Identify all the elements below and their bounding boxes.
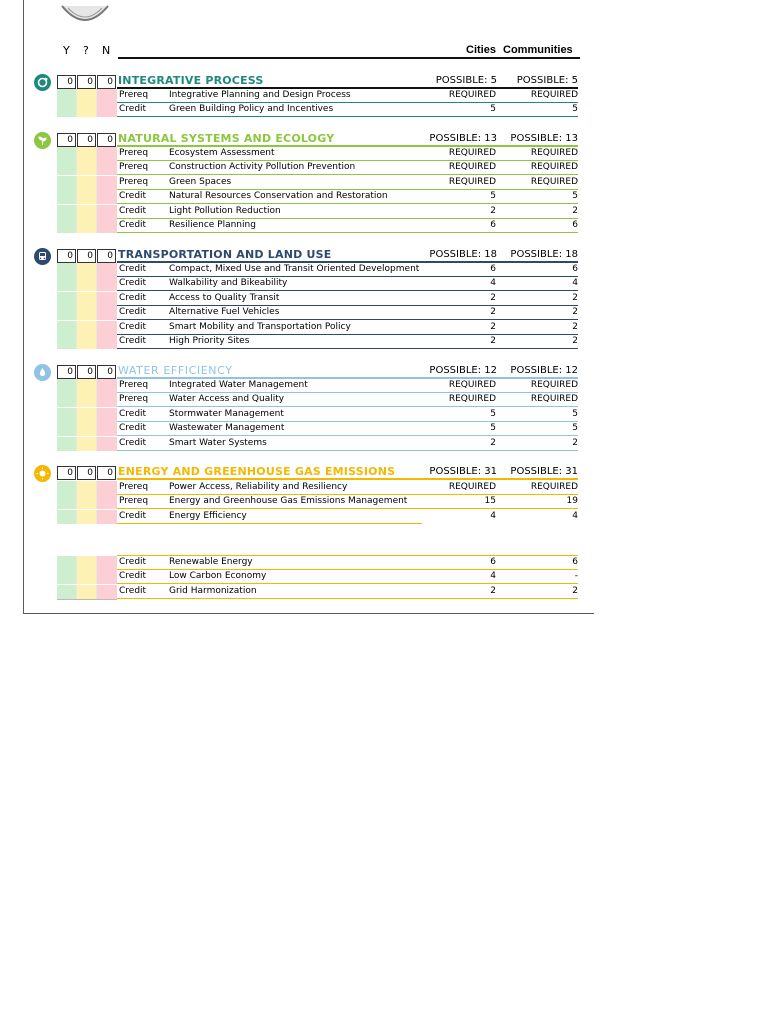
row-name: Resilience Planning [169, 220, 256, 230]
maybe-cell[interactable] [77, 481, 97, 495]
possible-communities: POSSIBLE: 12 [510, 365, 578, 376]
yes-cell[interactable] [57, 292, 77, 306]
credit-row [0, 147, 600, 161]
row-divider [117, 116, 578, 117]
row-type: Credit [119, 437, 147, 448]
cities-points: REQUIRED [448, 148, 496, 158]
bottom-border-line [23, 613, 594, 614]
yes-cell[interactable] [57, 306, 77, 320]
credit-row [0, 422, 600, 436]
row-name: High Priority Sites [169, 336, 250, 346]
maybe-cell[interactable] [77, 422, 97, 436]
maybe-cell[interactable] [77, 379, 97, 393]
communities-points: 6 [572, 220, 578, 230]
maybe-cell[interactable] [77, 277, 97, 291]
maybe-total: 0 [77, 365, 96, 379]
yes-cell[interactable] [57, 556, 77, 570]
header-divider [118, 57, 580, 59]
no-cell[interactable] [97, 379, 117, 393]
possible-cities: POSSIBLE: 12 [429, 365, 497, 376]
maybe-cell[interactable] [77, 306, 97, 320]
communities-points: 2 [572, 321, 578, 332]
yes-cell[interactable] [57, 481, 77, 495]
cities-points: 5 [490, 423, 496, 434]
maybe-total: 0 [77, 133, 96, 147]
row-type: Credit [119, 292, 147, 303]
credit-row [0, 408, 600, 422]
yes-total: 0 [57, 466, 76, 480]
energy-sun-icon [34, 465, 51, 482]
maybe-cell[interactable] [77, 437, 97, 451]
credit-row [0, 585, 600, 599]
maybe-total: 0 [77, 466, 96, 480]
no-cell[interactable] [97, 147, 117, 161]
credit-row [0, 263, 600, 277]
row-type: Credit [119, 336, 147, 346]
row-name: Alternative Fuel Vehicles [169, 307, 280, 318]
row-name: Green Spaces [169, 176, 232, 187]
category-title: INTEGRATIVE PROCESS [118, 74, 264, 87]
cities-points: 2 [490, 336, 496, 346]
cities-points: REQUIRED [448, 380, 496, 390]
cities-points: REQUIRED [448, 394, 496, 405]
possible-cities: POSSIBLE: 13 [429, 133, 497, 144]
credit-row [0, 335, 600, 349]
yes-cell[interactable] [57, 379, 77, 393]
communities-points: 2 [572, 307, 578, 318]
usgbc-logo [60, 0, 110, 26]
no-cell[interactable] [97, 422, 117, 436]
yes-cell[interactable] [57, 437, 77, 451]
communities-points: REQUIRED [530, 380, 578, 390]
maybe-column-header: ? [83, 44, 89, 57]
row-type: Prereq [119, 380, 149, 390]
yes-cell[interactable] [57, 147, 77, 161]
cities-points: 15 [484, 496, 496, 507]
no-cell[interactable] [97, 335, 117, 349]
credit-row [0, 393, 600, 407]
no-total: 0 [97, 365, 116, 379]
cities-points: 5 [490, 408, 496, 419]
credit-row [0, 176, 600, 190]
credit-row [0, 161, 600, 175]
cities-points: 2 [490, 437, 496, 448]
communities-points: REQUIRED [530, 176, 578, 187]
cities-points: 4 [490, 510, 496, 521]
credit-row [0, 190, 600, 204]
possible-communities: POSSIBLE: 13 [510, 133, 578, 144]
row-type: Credit [119, 191, 147, 202]
no-cell[interactable] [97, 585, 117, 599]
possible-cities: POSSIBLE: 5 [435, 75, 497, 86]
row-name: Low Carbon Economy [169, 571, 267, 582]
maybe-cell[interactable] [77, 161, 97, 175]
no-cell[interactable] [97, 161, 117, 175]
no-cell[interactable] [97, 495, 117, 509]
maybe-cell[interactable] [77, 408, 97, 422]
no-cell[interactable] [97, 103, 117, 117]
no-total: 0 [97, 466, 116, 480]
maybe-cell[interactable] [77, 556, 97, 570]
no-total: 0 [97, 75, 116, 89]
cities-points: 2 [490, 292, 496, 303]
cities-points: 5 [490, 191, 496, 202]
maybe-cell[interactable] [77, 205, 97, 219]
maybe-cell[interactable] [77, 495, 97, 509]
maybe-cell[interactable] [77, 176, 97, 190]
no-cell[interactable] [97, 306, 117, 320]
yes-cell[interactable] [57, 422, 77, 436]
no-cell[interactable] [97, 89, 117, 103]
row-type: Credit [119, 571, 147, 582]
yes-cell[interactable] [57, 205, 77, 219]
credit-row [0, 205, 600, 219]
continued-box-bottom [57, 599, 117, 600]
no-cell[interactable] [97, 277, 117, 291]
yes-cell[interactable] [57, 89, 77, 103]
row-name: Construction Activity Pollution Prevention [169, 162, 356, 173]
row-name: Compact, Mixed Use and Transit Oriented Development [169, 264, 420, 274]
credit-row [0, 437, 600, 451]
row-divider [117, 348, 578, 349]
yes-total: 0 [57, 249, 76, 263]
row-type: Credit [119, 307, 147, 318]
row-type: Prereq [119, 176, 149, 187]
cities-points: REQUIRED [448, 176, 496, 187]
y-column-header: Y [63, 44, 70, 57]
yes-cell[interactable] [57, 408, 77, 422]
no-cell[interactable] [97, 570, 117, 584]
yes-cell[interactable] [57, 321, 77, 335]
credit-row [0, 292, 600, 306]
communities-points: REQUIRED [530, 162, 578, 173]
possible-cities: POSSIBLE: 18 [429, 249, 497, 260]
possible-communities: POSSIBLE: 31 [510, 466, 578, 477]
row-name: Natural Resources Conservation and Restoration [169, 191, 388, 202]
row-name: Integrative Planning and Design Process [169, 90, 351, 100]
no-cell[interactable] [97, 393, 117, 407]
no-cell[interactable] [97, 321, 117, 335]
communities-column-header: Communities [503, 44, 573, 56]
row-name: Green Building Policy and Incentives [169, 104, 334, 115]
communities-points: 5 [572, 104, 578, 115]
credit-row [0, 306, 600, 320]
cities-points: 6 [490, 264, 496, 274]
credit-row [0, 103, 600, 117]
row-type: Prereq [119, 496, 149, 507]
credit-row [0, 277, 600, 291]
row-name: Light Pollution Reduction [169, 205, 281, 216]
row-name: Wastewater Management [169, 423, 285, 434]
yes-cell[interactable] [57, 335, 77, 349]
cities-column-header: Cities [466, 44, 496, 56]
yes-total: 0 [57, 365, 76, 379]
row-divider [117, 450, 578, 451]
communities-points: REQUIRED [530, 90, 578, 100]
communities-points: 5 [572, 408, 578, 419]
row-type: Prereq [119, 90, 149, 100]
cities-points: 4 [490, 571, 496, 582]
row-name: Access to Quality Transit [169, 292, 280, 303]
no-cell[interactable] [97, 556, 117, 570]
credit-row [0, 510, 600, 524]
row-divider [117, 598, 578, 599]
row-divider [117, 232, 578, 233]
row-name: Stormwater Management [169, 408, 284, 419]
row-name: Walkability and Bikeability [169, 278, 288, 289]
no-total: 0 [97, 249, 116, 263]
cities-points: 2 [490, 307, 496, 318]
communities-points: 2 [572, 205, 578, 216]
maybe-cell[interactable] [77, 147, 97, 161]
row-type: Credit [119, 220, 147, 230]
communities-points: - [574, 571, 578, 582]
maybe-cell[interactable] [77, 585, 97, 599]
yes-cell[interactable] [57, 510, 77, 524]
row-type: Prereq [119, 482, 149, 492]
cities-points: 4 [490, 278, 496, 289]
cities-points: 2 [490, 321, 496, 332]
credit-row [0, 89, 600, 103]
credit-row [0, 556, 600, 570]
yes-cell[interactable] [57, 219, 77, 233]
cities-points: REQUIRED [448, 482, 496, 492]
maybe-cell[interactable] [77, 292, 97, 306]
row-type: Prereq [119, 394, 149, 405]
category-title: TRANSPORTATION AND LAND USE [118, 248, 332, 261]
credit-row [0, 379, 600, 393]
yes-cell[interactable] [57, 277, 77, 291]
communities-points: REQUIRED [530, 394, 578, 405]
yes-cell[interactable] [57, 190, 77, 204]
communities-points: 4 [572, 510, 578, 521]
row-type: Credit [119, 585, 147, 596]
yes-cell[interactable] [57, 161, 77, 175]
communities-points: REQUIRED [530, 148, 578, 158]
maybe-cell[interactable] [77, 570, 97, 584]
maybe-cell[interactable] [77, 190, 97, 204]
no-cell[interactable] [97, 408, 117, 422]
no-cell[interactable] [97, 205, 117, 219]
communities-points: 2 [572, 336, 578, 346]
row-type: Credit [119, 423, 147, 434]
category-title: ENERGY AND GREENHOUSE GAS EMISSIONS [118, 465, 396, 478]
maybe-total: 0 [77, 75, 96, 89]
no-cell[interactable] [97, 292, 117, 306]
row-type: Prereq [119, 148, 149, 158]
yes-cell[interactable] [57, 103, 77, 117]
yes-cell[interactable] [57, 495, 77, 509]
yes-cell[interactable] [57, 393, 77, 407]
communities-points: 2 [572, 292, 578, 303]
row-type: Credit [119, 205, 147, 216]
communities-points: 4 [572, 278, 578, 289]
yes-total: 0 [57, 75, 76, 89]
yes-cell[interactable] [57, 263, 77, 277]
cities-points: 6 [490, 220, 496, 230]
row-name: Integrated Water Management [169, 380, 308, 390]
maybe-cell[interactable] [77, 219, 97, 233]
no-cell[interactable] [97, 176, 117, 190]
row-type: Credit [119, 557, 147, 567]
row-name: Smart Mobility and Transportation Policy [169, 321, 351, 332]
credit-row [0, 495, 600, 509]
cities-points: REQUIRED [448, 90, 496, 100]
row-name: Ecosystem Assessment [169, 148, 275, 158]
yes-total: 0 [57, 133, 76, 147]
communities-points: 2 [572, 585, 578, 596]
possible-communities: POSSIBLE: 18 [510, 249, 578, 260]
maybe-cell[interactable] [77, 335, 97, 349]
possible-communities: POSSIBLE: 5 [516, 75, 578, 86]
communities-points: 2 [572, 437, 578, 448]
credit-row [0, 219, 600, 233]
cities-points: 2 [490, 585, 496, 596]
maybe-cell[interactable] [77, 103, 97, 117]
communities-points: 6 [572, 264, 578, 274]
row-type: Credit [119, 278, 147, 289]
row-name: Energy and Greenhouse Gas Emissions Management [169, 496, 408, 507]
no-cell[interactable] [97, 190, 117, 204]
possible-cities: POSSIBLE: 31 [429, 466, 497, 477]
row-type: Credit [119, 408, 147, 419]
credit-row [0, 481, 600, 495]
category-title: NATURAL SYSTEMS AND ECOLOGY [118, 132, 335, 145]
row-type: Credit [119, 264, 147, 274]
row-type: Credit [119, 321, 147, 332]
row-divider [117, 523, 422, 524]
category-divider [117, 478, 578, 480]
no-total: 0 [97, 133, 116, 147]
communities-points: 19 [566, 496, 578, 507]
row-name: Grid Harmonization [169, 585, 257, 596]
no-cell[interactable] [97, 481, 117, 495]
communities-points: REQUIRED [530, 482, 578, 492]
maybe-cell[interactable] [77, 263, 97, 277]
maybe-cell[interactable] [77, 393, 97, 407]
no-cell[interactable] [97, 510, 117, 524]
row-name: Renewable Energy [169, 557, 253, 567]
row-name: Smart Water Systems [169, 437, 267, 448]
communities-points: 5 [572, 191, 578, 202]
cities-points: 5 [490, 104, 496, 115]
credit-row [0, 570, 600, 584]
row-name: Energy Efficiency [169, 510, 247, 521]
maybe-cell[interactable] [77, 89, 97, 103]
n-column-header: N [102, 44, 111, 57]
maybe-cell[interactable] [77, 510, 97, 524]
yes-cell[interactable] [57, 176, 77, 190]
yes-cell[interactable] [57, 585, 77, 599]
cities-points: 2 [490, 205, 496, 216]
communities-points: 6 [572, 557, 578, 567]
no-cell[interactable] [97, 437, 117, 451]
no-cell[interactable] [97, 263, 117, 277]
communities-points: 5 [572, 423, 578, 434]
cities-points: 6 [490, 557, 496, 567]
maybe-cell[interactable] [77, 321, 97, 335]
no-cell[interactable] [97, 219, 117, 233]
yes-cell[interactable] [57, 570, 77, 584]
cities-points: REQUIRED [448, 162, 496, 173]
maybe-total: 0 [77, 249, 96, 263]
category-title: WATER EFFICIENCY [118, 364, 233, 377]
credit-row [0, 321, 600, 335]
row-name: Power Access, Reliability and Resiliency [169, 482, 348, 492]
row-type: Credit [119, 510, 147, 521]
row-type: Prereq [119, 162, 149, 173]
row-type: Credit [119, 104, 147, 115]
row-name: Water Access and Quality [169, 394, 285, 405]
